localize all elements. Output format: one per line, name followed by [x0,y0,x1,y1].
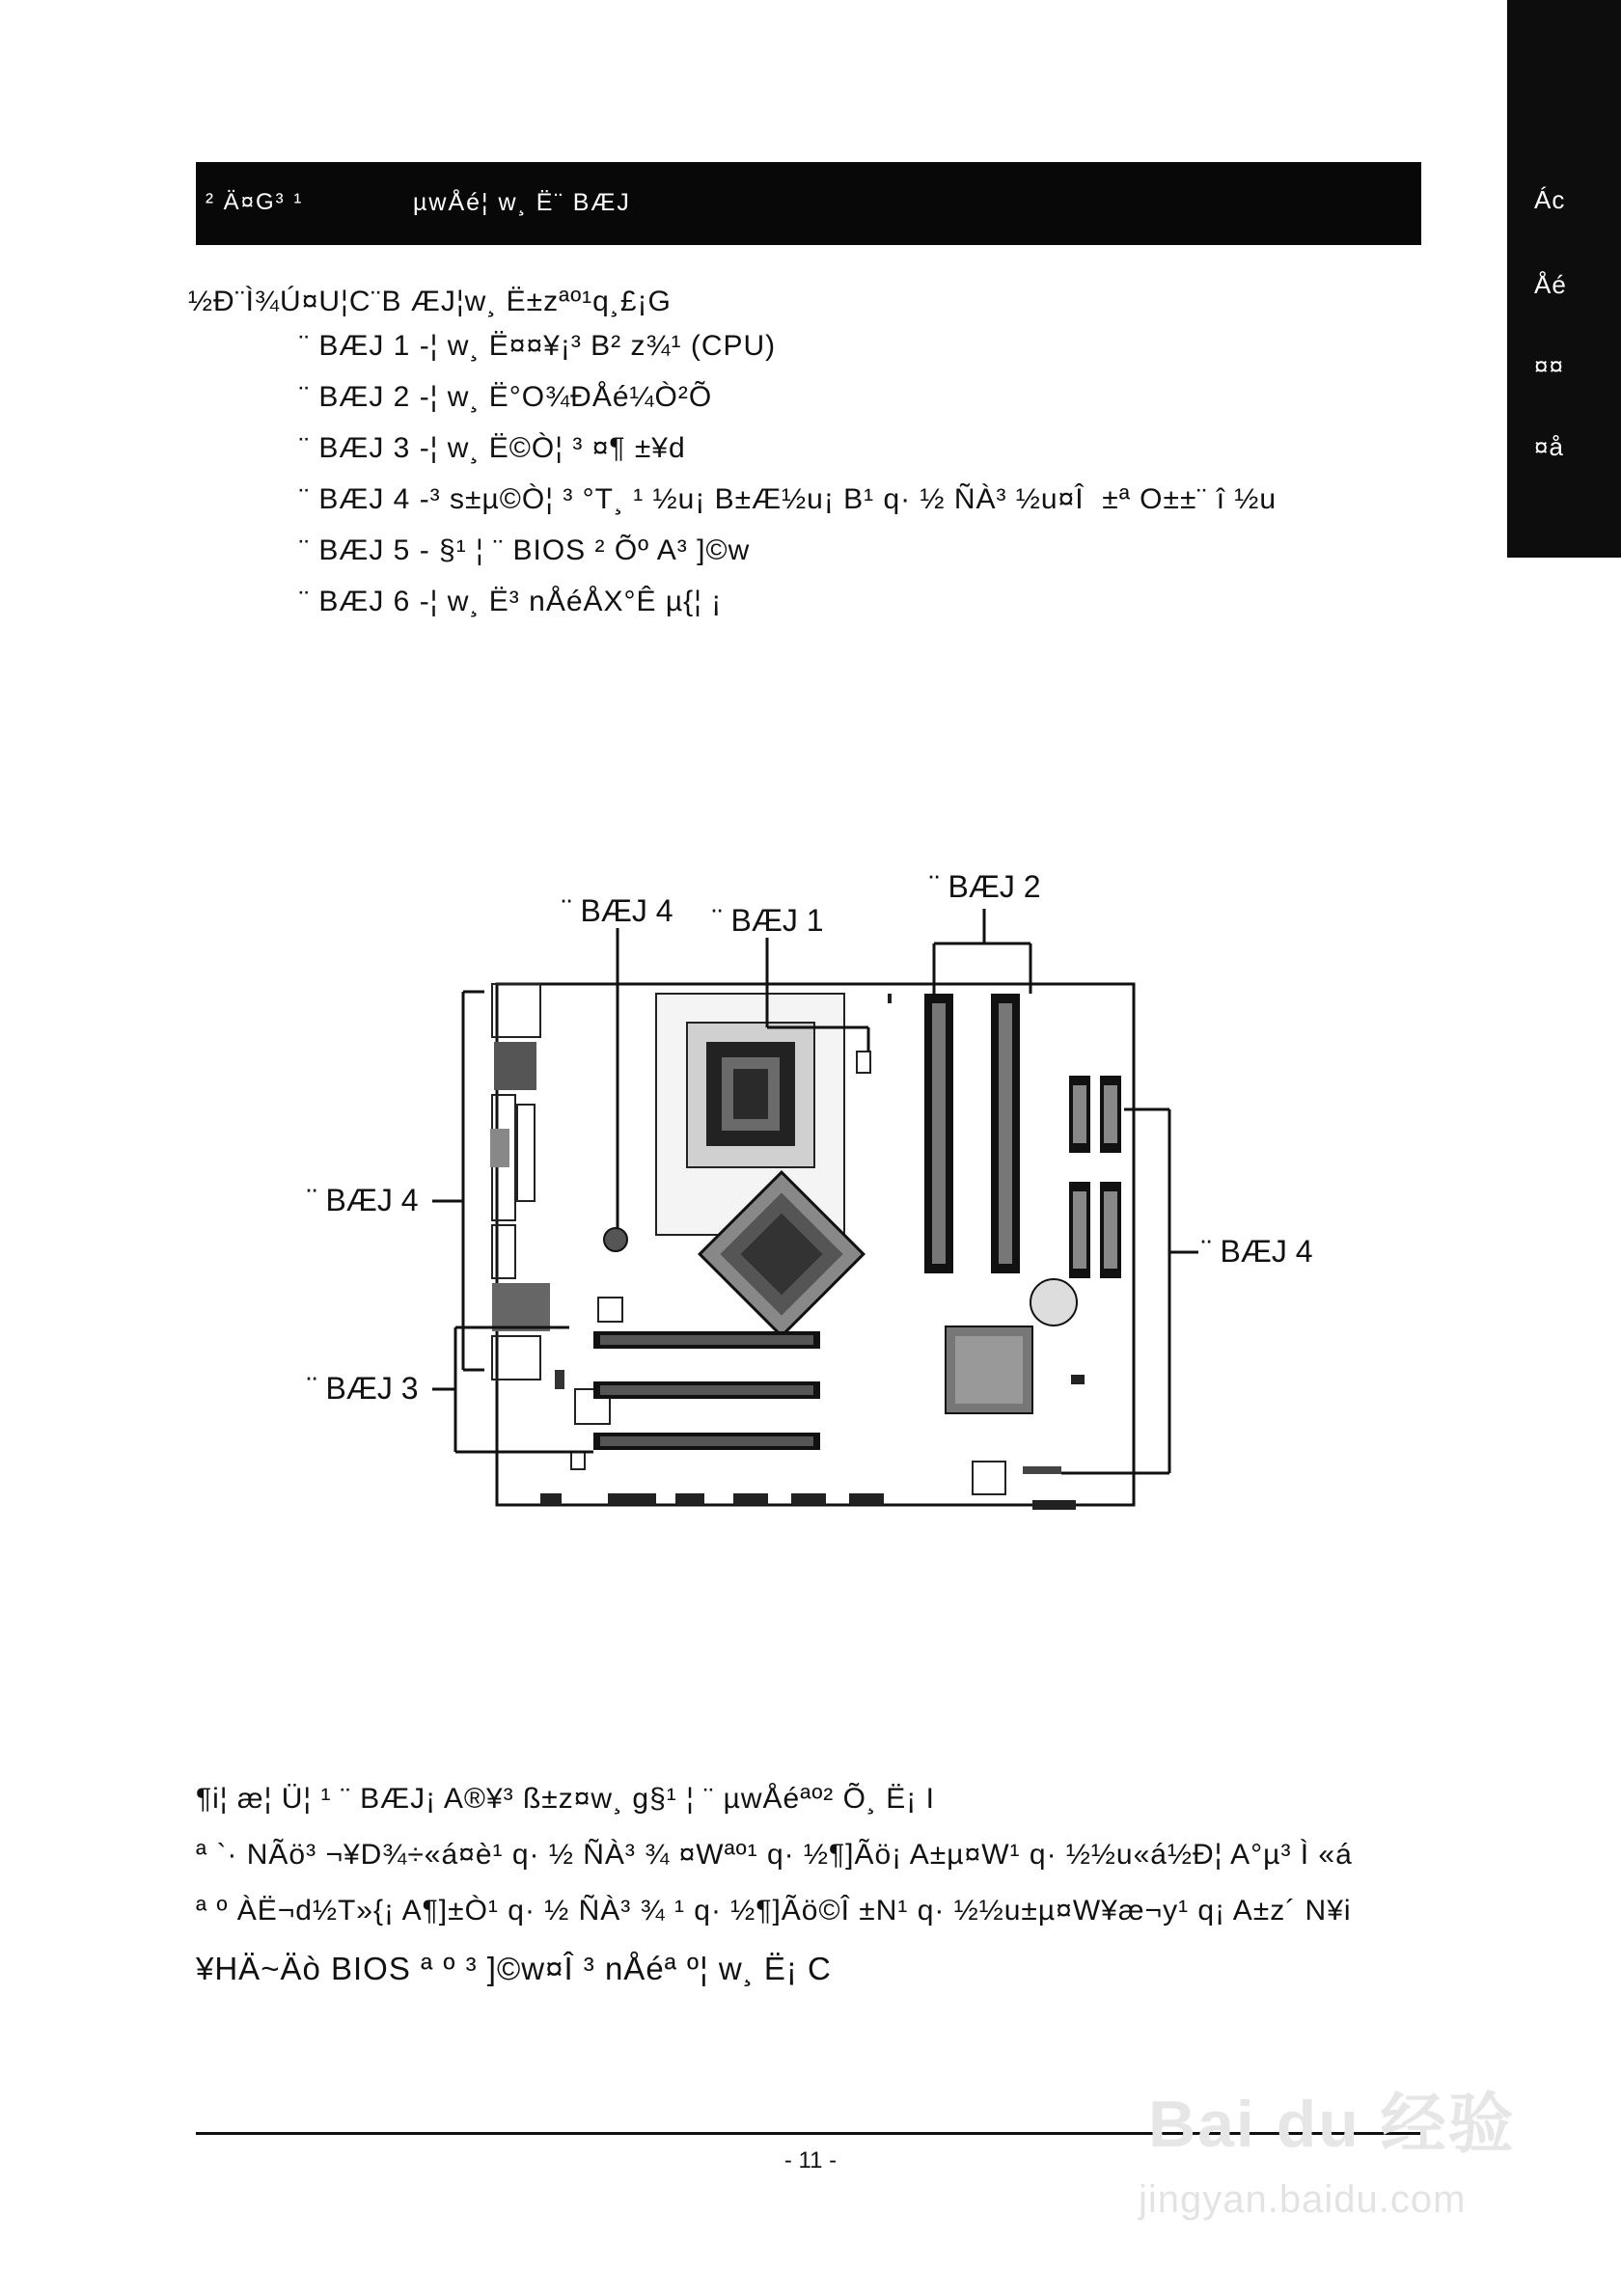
closing-paragraph-line: ª º ÀË¬d½T»{¡ A¶]±Ò¹ q· ½ ÑÀ³ ¾ ¹ q· ½¶]Ãö©Î ±N¹ q· ½½u±µ¤W¥æ¬y¹ q¡ A±z´ N¥i [196,1895,1352,1927]
label-top-step2: ¨ BÆJ 2 [929,869,1041,904]
installation-steps-list [299,330,1277,637]
baidu-watermark [1139,2072,1544,2246]
step-item: ¨ BÆJ 5 - §¹ ¦ ¨ BIOS ² Õº A³ ]©w [299,534,751,566]
step-item: ¨ BÆJ 3 -¦ w¸ Ë©Ò¦ ³ ¤¶ ±¥d [299,432,686,464]
closing-paragraph-line: ¥HÄ~Äò BIOS ª º ³ ]©w¤Î ³ nÅéª º¦ w¸ Ë¡ C [196,1951,832,1986]
step-item: ¨ BÆJ 2 -¦ w¸ Ë°O¾ÐÅé¼Ò²Õ [299,381,713,413]
intro-text: ½Ð¨Ì¾Ú¤U¦C¨B ÆJ¦w¸ Ë±zªº¹q¸£¡G [188,286,672,317]
page-number: - 11 - [783,2147,838,2173]
chapter-title: µwÅé¦ w¸ Ë¨ BÆJ [413,189,631,216]
watermark-url: jingyan.baidu.com [1139,2178,1467,2221]
closing-paragraph-line: ª `· NÃö³ ¬¥D¾÷«á¤è¹ q· ½ ÑÀ³ ¾ ¤Wªº¹ q· ½¶]Ãö¡ A±µ¤W¹ q· ½½u«á½Ð¦ A°µ³ Ì «á [196,1839,1353,1871]
label-left-step4: ¨ BÆJ 4 [307,1183,419,1217]
side-tab-char-2: Åé [1534,270,1567,299]
motherboard-diagram [0,849,1621,1679]
label-right-step4: ¨ BÆJ 4 [1201,1234,1313,1269]
label-top-step1: ¨ BÆJ 1 [712,903,824,938]
battery-component [604,1228,627,1251]
label-top-step4: ¨ BÆJ 4 [562,893,673,928]
side-tab-char-3: ¤¤ [1534,351,1564,380]
side-tab-char-4: ¤å [1534,432,1564,461]
southbridge-chip [946,1326,1032,1413]
step-item: ¨ BÆJ 1 -¦ w¸ Ë¤¤¥¡³ B² z¾¹ (CPU) [299,330,777,362]
step-item: ¨ BÆJ 6 -¦ w¸ Ë³ nÅéÅX°Ê µ{¦ ¡ [299,586,723,617]
chapter-number: ² Ä¤G³ ¹ [206,189,304,215]
step-item: ¨ BÆJ 4 -³ s±µ©Ò¦ ³ °T¸ ¹ ½u¡ B±Æ½u¡ B¹ q· ½ ÑÀ³ ½u¤Î ±ª O±±¨ î ½u [299,483,1278,515]
label-left-step3: ¨ BÆJ 3 [307,1371,419,1406]
language-side-tab [1507,0,1621,558]
side-tab-char-1: Ác [1534,185,1566,214]
watermark-brand: Bai du 经验 [1148,2088,1516,2161]
chapter-header-bar [196,162,1421,245]
closing-paragraph-line: ¶i¦ æ¦ Ü¦ ¹ ¨ BÆJ¡ A®¥³ ß±z¤w¸ g§¹ ¦ ¨ µwÅéªº² Õ¸ Ë¡ I [196,1783,935,1815]
